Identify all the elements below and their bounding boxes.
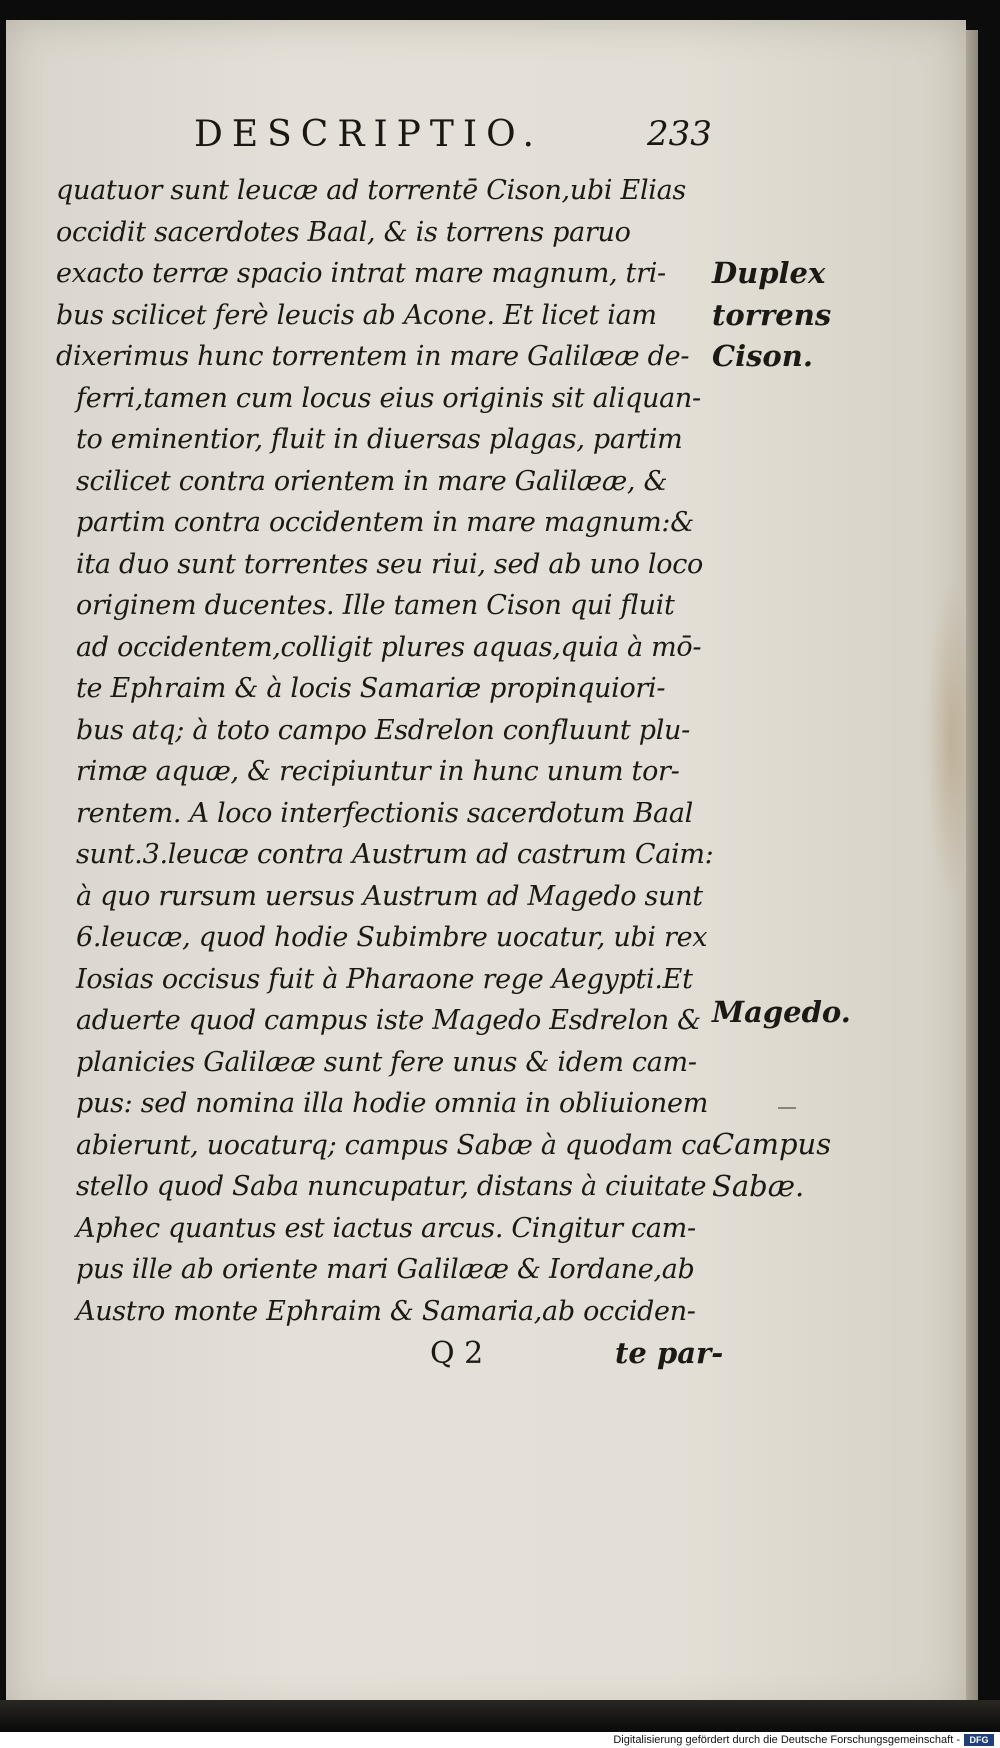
text-line: abierunt, uocaturq; campus Sabæ à quodam ca- — [76, 1129, 721, 1161]
margin-note-line: Sabæ. — [712, 1168, 805, 1203]
running-header: DESCRIPTIO. — [194, 114, 543, 155]
text-line: quatuor sunt leucæ ad torrentē Cison,ubi Elias — [56, 175, 686, 206]
text-line: Aphec quantus est iactus arcus. Cingitur cam- — [76, 1212, 696, 1244]
text-line: te Ephraim & à locis Samariæ propinquiori- — [76, 673, 666, 704]
margin-note-line: Magedo. — [712, 995, 851, 1029]
funding-credit: Digitalisierung gefördert durch die Deutsche Forschungsgemeinschaft - — [613, 1734, 960, 1746]
margin-note-line: Duplex — [712, 256, 826, 290]
text-line: rimæ aquæ, & recipiuntur in hunc unum tor- — [76, 756, 680, 787]
margin-note-line: torrens — [712, 297, 832, 332]
text-line: à quo rursum uersus Austrum ad Magedo sunt — [76, 880, 703, 912]
text-line: ita duo sunt torrentes seu riui, sed ab uno loco — [76, 548, 703, 580]
text-line: pus ille ab oriente mari Galilææ & Iordane,ab — [76, 1254, 695, 1285]
text-line: pus: sed nomina illa hodie omnia in obliuionem — [76, 1088, 708, 1119]
text-line: originem ducentes. Ille tamen Cison qui fluit — [76, 590, 675, 621]
text-line: scilicet contra orientem in mare Galilææ, & — [76, 465, 668, 497]
margin-note-line: Campus — [712, 1127, 832, 1161]
margin-note-magedo — [712, 992, 851, 1034]
text-line: to eminentior, fluit in diuersas plagas, partim — [76, 424, 683, 455]
catchword: te par- — [615, 1336, 724, 1370]
margin-note-campus — [712, 1124, 831, 1207]
text-line: 6.leucæ, quod hodie Subimbre uocatur, ubi rex — [76, 922, 708, 953]
text-line: dixerimus hunc torrentem in mare Galilææ de- — [56, 341, 690, 372]
text-line: rentem. A loco interfectionis sacerdotum Baal — [76, 797, 693, 829]
text-line: ad occidentem,colligit plures aquas,quia à mō- — [76, 631, 702, 663]
text-line: aduerte quod campus iste Magedo Esdrelon & — [76, 1005, 701, 1036]
page-number: 233 — [647, 114, 712, 154]
text-line: occidit sacerdotes Baal, & is torrens paruo — [56, 216, 631, 248]
text-line: stello quod Saba nuncupatur, distans à ciuitate — [76, 1171, 707, 1202]
text-line: bus scilicet ferè leucis ab Acone. Et licet iam — [56, 299, 657, 331]
text-line: Austro monte Ephraim & Samaria,ab occiden- — [76, 1295, 696, 1327]
body-text — [56, 170, 721, 1332]
text-line: ferri,tamen cum locus eius originis sit aliquan- — [76, 382, 701, 414]
text-line: exacto terræ spacio intrat mare magnum, tri- — [56, 258, 666, 289]
margin-mark — [778, 1107, 796, 1109]
dfg-logo: DFG — [964, 1734, 994, 1746]
margin-note-line: Cison. — [712, 339, 813, 373]
text-line: Iosias occisus fuit à Pharaone rege Aegypti.Et — [76, 963, 693, 995]
signature-mark: Q 2 — [430, 1336, 484, 1371]
scan-bottom-edge — [0, 1700, 1000, 1732]
text-line: sunt.3.leucæ contra Austrum ad castrum Caim: — [76, 839, 714, 870]
text-line: partim contra occidentem in mare magnum:& — [76, 507, 694, 538]
text-line: planicies Galilææ sunt fere unus & idem cam- — [76, 1046, 697, 1078]
text-line: bus atq; à toto campo Esdrelon confluunt plu- — [76, 714, 690, 746]
margin-note-duplex — [712, 253, 831, 378]
